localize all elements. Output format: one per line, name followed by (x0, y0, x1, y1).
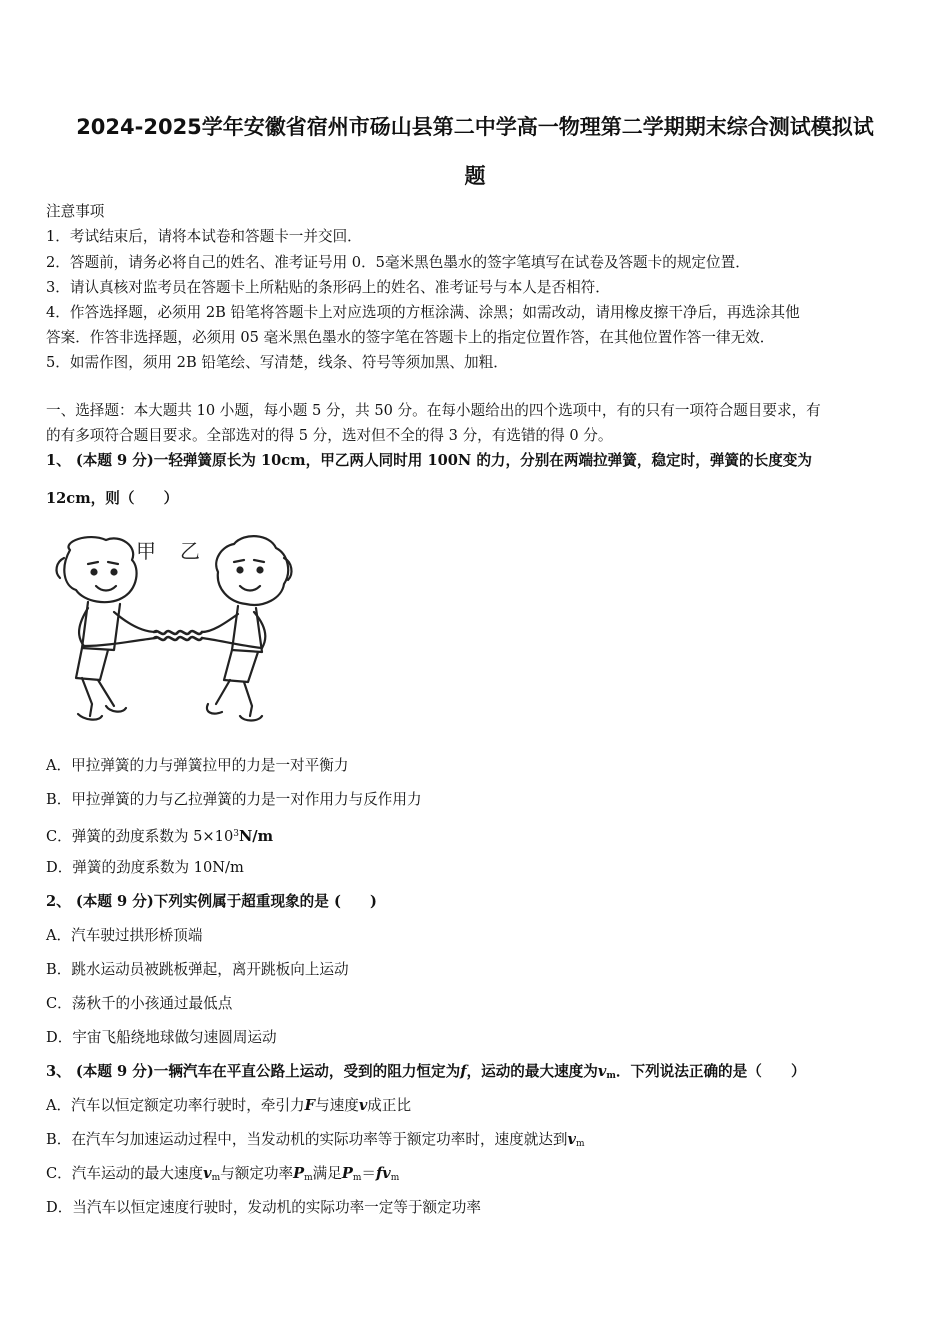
subscript-m: m (606, 1071, 616, 1081)
option-c-exponent: 3 (233, 829, 239, 839)
option-c-text: C．弹簧的劲度系数为 5×10 (46, 828, 234, 845)
question-2-option-b: B．跳水运动员被跳板弹起，离开跳板向上运动 (46, 961, 349, 978)
question-2-option-c: C．荡秋千的小孩通过最低点 (46, 995, 233, 1012)
option-text: C．汽车运动的最大速度 (46, 1165, 204, 1182)
question-1-stem-cont: 12cm，则（ ） (46, 490, 179, 507)
option-text: 与速度 (315, 1097, 359, 1114)
symbol-P: P (341, 1165, 353, 1182)
symbol-v: v (597, 1063, 607, 1080)
question-3-option-a (46, 1097, 411, 1115)
stem-text: ，运动的最大速度为 (466, 1063, 598, 1080)
stem-text: 3、 (本题 9 分)一辆汽车在平直公路上运动，受到的阻力恒定为 (46, 1063, 461, 1080)
subscript-m: m (576, 1139, 585, 1149)
notice-item: 2．答题前，请务必将自己的姓名、准考证号用 0．5毫米黑色墨水的签字笔填写在试卷及答题卡的规定位置． (46, 254, 750, 271)
symbol-v: v (567, 1131, 576, 1148)
question-1-option-d: D．弹簧的劲度系数为 10N/m (46, 859, 244, 876)
question-3-stem (46, 1063, 806, 1085)
notice-item: 4．作答选择题，必须用 2B 铅笔将答题卡上对应选项的方框涂满、涂黑；如需改动，请用橡皮擦干净后，再选涂其他 (46, 304, 800, 321)
subscript-m: m (390, 1173, 400, 1183)
figure-label-yi: 乙 (180, 539, 200, 563)
notice-item: 答案．作答非选择题，必须用 05 毫米黑色墨水的签字笔在答题卡上的指定位置作答，在其他位置作答一律无效． (46, 329, 775, 346)
notice-item: 3．请认真核对监考员在答题卡上所粘贴的条形码上的姓名、准考证号与本人是否相符． (46, 279, 610, 296)
equals-sign: ＝ (361, 1165, 376, 1182)
section-line-2: 的有多项符合题目要求。全部选对的得 5 分，选对但不全的得 3 分，有选错的得 0 分。 (46, 427, 613, 444)
title-line-2: 题 (464, 164, 486, 188)
question-2-option-d: D．宇宙飞船绕地球做匀速圆周运动 (46, 1029, 277, 1046)
question-1-option-c (46, 825, 273, 846)
symbol-f: f (376, 1165, 383, 1182)
notice-item: 1．考试结束后，请将本试卷和答题卡一并交回． (46, 228, 362, 245)
stem-text: ．下列说法正确的是（ ） (615, 1063, 806, 1080)
option-text: 与额定功率 (220, 1165, 294, 1182)
symbol-v: v (203, 1165, 212, 1182)
title-line-1: 2024-2025学年安徽省宿州市砀山县第二中学高一物理第二学期期末综合测试模拟试 (76, 115, 874, 139)
question-2-stem: 2、 (本题 9 分)下列实例属于超重现象的是 ( ) (46, 893, 377, 910)
symbol-F: F (304, 1097, 316, 1114)
subscript-m: m (211, 1173, 221, 1183)
question-1-option-b: B．甲拉弹簧的力与乙拉弹簧的力是一对作用力与反作用力 (46, 791, 422, 808)
question-1-stem: 1、 (本题 9 分)一轻弹簧原长为 10cm，甲乙两人同时用 100N 的力，分别在两端拉弹簧，稳定时，弹簧的长度变为 (46, 452, 812, 469)
question-3-option-d: D．当汽车以恒定速度行驶时，发动机的实际功率一定等于额定功率 (46, 1199, 481, 1216)
notice-item: 5．如需作图，须用 2B 铅笔绘、写清楚，线条、符号等须加黑、加粗． (46, 354, 508, 371)
symbol-v: v (358, 1097, 368, 1114)
symbol-P: P (293, 1165, 305, 1182)
subscript-m: m (304, 1173, 313, 1183)
symbol-v: v (382, 1165, 391, 1182)
option-text: A．汽车以恒定额定功率行驶时，牵引力 (46, 1097, 305, 1114)
option-text: 满足 (312, 1165, 342, 1182)
two-boys-pulling-spring-illustration (48, 528, 298, 728)
question-3-option-c (46, 1165, 399, 1187)
section-line-1: 一、选择题：本大题共 10 小题，每小题 5 分，共 50 分。在每小题给出的四个选项中，有的只有一项符合题目要求，有 (46, 402, 821, 419)
figure-label-jia: 甲 (136, 539, 156, 563)
notice-heading: 注意事项 (46, 203, 105, 220)
option-c-unit: N/m (238, 828, 274, 845)
symbol-f: f (460, 1063, 467, 1080)
option-text: B．在汽车匀加速运动过程中，当发动机的实际功率等于额定功率时，速度就达到 (46, 1131, 568, 1148)
subscript-m: m (352, 1173, 362, 1183)
question-1-option-a: A．甲拉弹簧的力与弹簧拉甲的力是一对平衡力 (46, 757, 349, 774)
question-3-option-b (46, 1131, 585, 1153)
option-text: 成正比 (367, 1097, 412, 1114)
question-2-option-a: A．汽车驶过拱形桥顶端 (46, 927, 203, 944)
